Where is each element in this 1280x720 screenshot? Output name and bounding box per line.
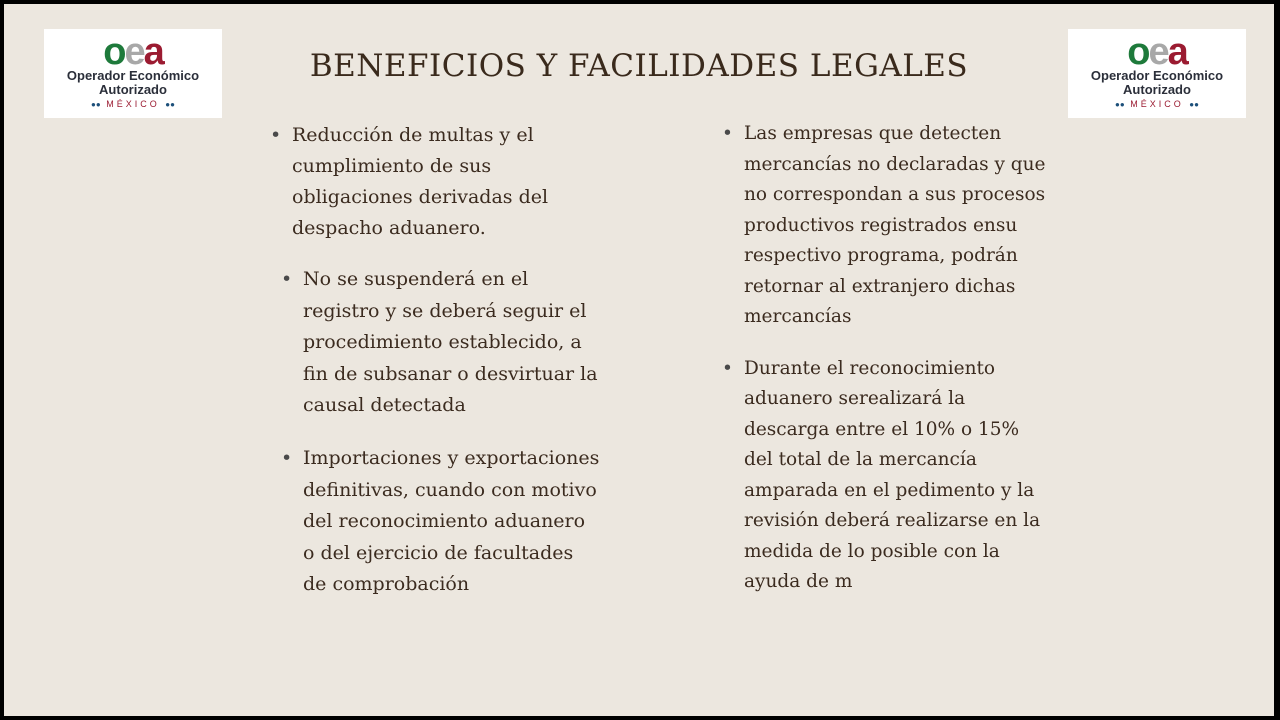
logo-text-line1: Operador Económico — [1090, 68, 1224, 83]
bullet-item: • No se suspenderá en el registro y se deberá seguir el procedimiento establecido, a fin de subsanar o desvirtuar la causal detectada — [281, 264, 600, 422]
oea-logo-right — [1068, 29, 1246, 118]
logo-text-line3: ●● MÉXICO ●● — [91, 99, 175, 109]
left-bullet-list — [270, 120, 600, 601]
right-bullet-list — [722, 119, 1052, 598]
bullet-item: • Reducción de multas y el cumplimiento de sus obligaciones derivadas del despacho aduanero. — [270, 120, 600, 244]
oea-logo-mark: oea — [103, 31, 163, 73]
bullet-item: • Durante el reconocimiento aduanero serealizará la descarga entre el 10% o 15% del total de la mercancía amparada en el pedimento y la revisión deberá realizarse en la medida de lo posible con la ayuda de m — [722, 354, 1052, 598]
bullet-item: • Las empresas que detecten mercancías no declaradas y que no correspondan a sus procesos productivos registrados ensu respectivo programa, podrán retornar al extranjero dichas mercancías — [722, 119, 1052, 333]
oea-logo-mark: oea — [1127, 31, 1187, 73]
slide-title: BENEFICIOS Y FACILIDADES LEGALES — [309, 48, 969, 84]
logo-text-line1: Operador Económico — [66, 68, 200, 83]
slide — [4, 4, 1274, 716]
logo-text-line3: ●● MÉXICO ●● — [1115, 99, 1199, 109]
logo-text-line2: Autorizado — [99, 82, 167, 97]
bullet-item: • Importaciones y exportaciones definitivas, cuando con motivo del reconocimiento aduanero o del ejercicio de facultades de comprobación — [281, 443, 600, 601]
logo-text-line2: Autorizado — [1123, 82, 1191, 97]
